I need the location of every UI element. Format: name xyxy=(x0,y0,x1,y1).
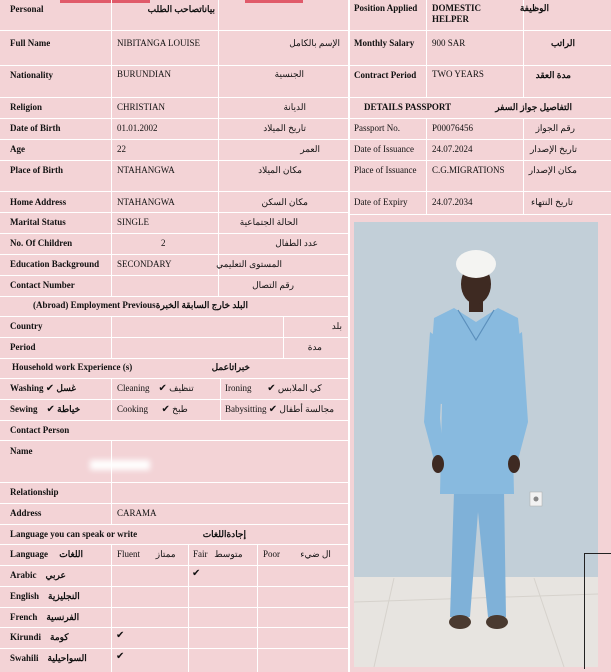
level-poor-ar: ال ضيء xyxy=(300,549,331,559)
full-name-ar: الإسم بالكامل xyxy=(289,38,340,48)
level-fluent-ar: ممتاز xyxy=(155,549,176,559)
religion-value: CHRISTIAN xyxy=(117,102,166,112)
period-ar: مدة xyxy=(307,342,322,352)
language-french-ar: الفرنسية xyxy=(46,612,80,622)
skill-babysitting-label: Babysitting xyxy=(225,404,267,414)
contact-person-title: Contact Person xyxy=(10,425,70,435)
language-row-kirundi xyxy=(10,632,69,643)
marital-status-value: SINGLE xyxy=(117,217,149,227)
previous-employment-title-ar: البلد خارج السابقة الخبرة xyxy=(155,300,248,310)
age-value: 22 xyxy=(117,144,126,154)
passport-number-label: Passport No. xyxy=(354,123,401,133)
passport-section-title: DETAILS PASSPORT xyxy=(364,102,452,112)
skill-cleaning xyxy=(117,383,194,394)
language-arabic-ar: عربي xyxy=(45,570,66,580)
header-accent-bar xyxy=(60,0,150,3)
arabic-fair-check-icon: ✔ xyxy=(192,568,201,579)
nationality-ar: الجنسية xyxy=(274,69,304,79)
check-icon: ✔ xyxy=(161,404,170,415)
pob-value: NTAHANGWA xyxy=(117,165,175,175)
check-icon: ✔ xyxy=(46,404,55,415)
language-header-ar: اللغات xyxy=(59,549,84,559)
skill-washing xyxy=(10,383,76,394)
corner-frame-line xyxy=(584,553,611,669)
nationality-value: BURUNDIAN xyxy=(117,69,171,79)
check-icon: ✔ xyxy=(268,404,278,415)
pob-label: Place of Birth xyxy=(10,165,63,175)
marital-status-ar: الحالة الجتماعية xyxy=(239,217,298,227)
religion-label: Religion xyxy=(10,102,43,112)
skill-sewing-ar: خياطة xyxy=(57,404,81,414)
dob-label: Date of Birth xyxy=(10,123,61,133)
issuance-place-value: C.G.MIGRATIONS xyxy=(432,165,505,175)
position-applied-label: Position Applied xyxy=(354,3,418,13)
full-name-label: Full Name xyxy=(10,38,51,48)
full-name-value: NIBITANGA LOUISE xyxy=(117,38,201,48)
section-title-personal-ar: بياناتصاحب الطلب xyxy=(147,4,215,14)
children-label: No. Of Children xyxy=(10,238,73,248)
level-fluent-label: Fluent xyxy=(117,549,141,559)
skill-cooking xyxy=(117,404,188,415)
skill-babysitting-ar: مجالسة أطفال xyxy=(279,404,335,414)
issuance-place-ar: مكان الإصدار xyxy=(528,165,577,175)
skill-babysitting xyxy=(225,404,334,415)
nationality-label: Nationality xyxy=(10,70,54,80)
country-ar: بلد xyxy=(331,321,342,331)
language-kirundi-ar: كومة xyxy=(50,632,69,642)
monthly-salary-ar: الراتب xyxy=(550,38,575,48)
skill-cooking-label: Cooking xyxy=(117,404,149,414)
religion-ar: الديانة xyxy=(283,102,306,112)
passport-number-ar: رقم الجواز xyxy=(535,123,575,133)
level-fair-label: Fair xyxy=(193,549,208,559)
contact-address-value: CARAMA xyxy=(117,508,157,518)
monthly-salary-value: 900 SAR xyxy=(432,38,466,48)
position-applied-value: DOMESTIC HELPER xyxy=(432,3,482,24)
languages-title-ar: إجادةاللغات xyxy=(202,529,246,539)
language-row-english xyxy=(10,591,80,602)
language-english-label: English xyxy=(10,591,40,601)
language-swahili-label: Swahili xyxy=(10,653,39,663)
expiry-date-label: Date of Expiry xyxy=(354,197,408,207)
education-label: Education Background xyxy=(10,259,100,269)
skill-washing-label: Washing xyxy=(10,383,44,393)
contract-period-ar: مدة العقد xyxy=(535,70,571,80)
kirundi-fluent-check-icon: ✔ xyxy=(116,630,125,641)
language-swahili-ar: السواحيلية xyxy=(47,653,87,663)
level-poor xyxy=(263,549,331,560)
passport-section-title-ar: التفاصيل جواز السفر xyxy=(495,102,572,112)
section-title-personal: Personal xyxy=(10,4,44,14)
check-icon: ✔ xyxy=(158,383,167,394)
contract-period-value: TWO YEARS xyxy=(432,69,484,79)
contact-address-label: Address xyxy=(10,508,42,518)
pob-ar: مكان الميلاد xyxy=(258,165,302,175)
contract-period-label: Contract Period xyxy=(354,70,417,80)
language-row-arabic xyxy=(10,570,66,581)
language-row-french xyxy=(10,612,79,623)
contact-number-label: Contact Number xyxy=(10,280,75,290)
applicant-photo xyxy=(354,222,598,667)
language-row-swahili xyxy=(10,653,87,664)
age-ar: العمر xyxy=(300,144,320,154)
language-kirundi-label: Kirundi xyxy=(10,632,42,642)
issuance-date-value: 24.07.2024 xyxy=(432,144,473,154)
skill-cleaning-ar: تنظيف xyxy=(169,383,194,393)
contact-number-ar: رقم التصال xyxy=(252,280,294,290)
skill-washing-ar: غسل xyxy=(56,383,76,393)
level-poor-label: Poor xyxy=(263,549,281,559)
check-icon: ✔ xyxy=(267,383,276,394)
skill-sewing-label: Sewing xyxy=(10,404,38,414)
home-address-ar: مكان السكن xyxy=(261,197,308,207)
level-fair-ar: متوسط xyxy=(214,549,243,559)
skill-ironing-label: Ironing xyxy=(225,383,252,393)
children-ar: عدد الطفال xyxy=(275,238,318,248)
monthly-salary-label: Monthly Salary xyxy=(354,38,415,48)
header-accent-bar xyxy=(245,0,303,3)
issuance-date-ar: تاريخ الإصدار xyxy=(529,144,577,154)
languages-title: Language you can speak or write xyxy=(10,529,138,539)
skill-cooking-ar: طبخ xyxy=(172,404,188,414)
skill-cleaning-label: Cleaning xyxy=(117,383,150,393)
previous-employment-title: (Abroad) Employment Previous xyxy=(33,300,156,310)
check-icon: ✔ xyxy=(45,383,55,394)
level-fair xyxy=(193,549,243,560)
skill-ironing-ar: كي الملابس xyxy=(277,383,322,393)
passport-number-value: P00076456 xyxy=(432,123,474,133)
issuance-date-label: Date of Issuance xyxy=(354,144,414,154)
dob-ar: تاريخ الميلاد xyxy=(263,123,306,133)
swahili-fluent-check-icon: ✔ xyxy=(116,651,125,662)
level-fluent xyxy=(117,549,176,560)
education-ar: المستوى التعليمي xyxy=(216,259,282,269)
home-address-label: Home Address xyxy=(10,197,67,207)
period-label: Period xyxy=(10,342,36,352)
dob-value: 01.01.2002 xyxy=(117,123,158,133)
experience-title: Household work Experience (s) xyxy=(12,362,133,372)
relationship-label: Relationship xyxy=(10,487,59,497)
contact-name-label: Name xyxy=(10,446,33,456)
skill-sewing xyxy=(10,404,80,415)
country-label: Country xyxy=(10,321,43,331)
position-applied-ar: الوظيفة xyxy=(519,3,549,13)
experience-title-ar: خبراتاعمل xyxy=(211,362,250,372)
language-french-label: French xyxy=(10,612,38,622)
redacted-contact-name xyxy=(90,460,150,470)
children-value: 2 xyxy=(161,238,166,248)
language-english-ar: النجليزية xyxy=(48,591,80,601)
age-label: Age xyxy=(10,144,25,154)
issuance-place-label: Place of Issuance xyxy=(354,165,417,175)
marital-status-label: Marital Status xyxy=(10,217,66,227)
skill-ironing xyxy=(225,383,322,394)
expiry-date-value: 24.07.2034 xyxy=(432,197,473,207)
language-arabic-label: Arabic xyxy=(10,570,37,580)
language-header xyxy=(10,549,83,560)
education-value: SECONDARY xyxy=(117,259,172,269)
language-header-label: Language xyxy=(10,549,49,559)
home-address-value: NTAHANGWA xyxy=(117,197,175,207)
expiry-date-ar: تاريخ النتهاء xyxy=(531,197,573,207)
